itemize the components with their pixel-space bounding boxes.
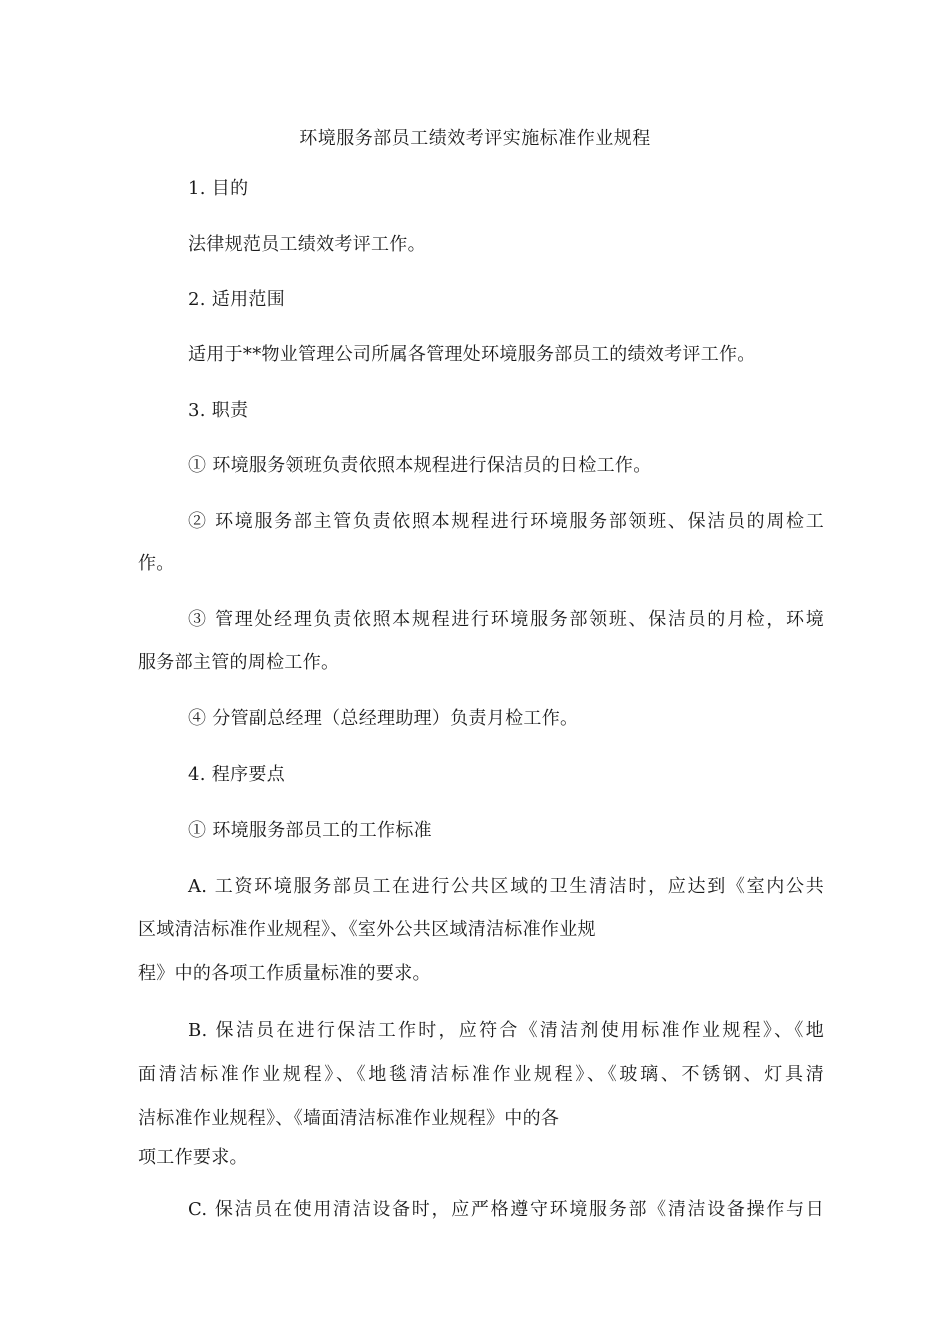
procedure-item-b-line-2: 面清洁标准作业规程》、《地毯清洁标准作业规程》、《玻璃、不锈钢、灯具清 xyxy=(138,1064,824,1085)
procedure-subheading-1: ① 环境服务部员工的工作标准 xyxy=(188,820,432,841)
responsibility-item-2-line-1: ② 环境服务部主管负责依照本规程进行环境服务部领班、保洁员的周检工 xyxy=(188,511,824,532)
section-heading-scope: 2. 适用范围 xyxy=(188,289,285,310)
procedure-item-b-line-1: B. 保洁员在进行保洁工作时，应符合《清洁剂使用标准作业规程》、《地 xyxy=(188,1020,824,1041)
responsibility-item-4: ④ 分管副总经理（总经理助理）负责月检工作。 xyxy=(188,708,579,729)
responsibility-item-3-line-2: 服务部主管的周检工作。 xyxy=(138,652,340,673)
procedure-item-b-line-3: 洁标准作业规程》、《墙面清洁标准作业规程》中的各 xyxy=(138,1108,560,1129)
paragraph-purpose: 法律规范员工绩效考评工作。 xyxy=(188,234,426,255)
paragraph-scope: 适用于**物业管理公司所属各管理处环境服务部员工的绩效考评工作。 xyxy=(188,344,756,365)
responsibility-item-2-line-2: 作。 xyxy=(138,553,175,574)
procedure-item-a-line-2: 区域清洁标准作业规程》、《室外公共区域清洁标准作业规 xyxy=(138,919,596,940)
responsibility-item-1: ① 环境服务领班负责依照本规程进行保洁员的日检工作。 xyxy=(188,455,652,476)
section-heading-procedure: 4. 程序要点 xyxy=(188,764,285,785)
procedure-item-b-line-4: 项工作要求。 xyxy=(138,1147,248,1168)
procedure-item-c-line-1: C. 保洁员在使用清洁设备时，应严格遵守环境服务部《清洁设备操作与日 xyxy=(188,1199,824,1220)
procedure-item-a-line-1: A. 工资环境服务部员工在进行公共区域的卫生清洁时，应达到《室内公共 xyxy=(188,876,824,897)
responsibility-item-3-line-1: ③ 管理处经理负责依照本规程进行环境服务部领班、保洁员的月检，环境 xyxy=(188,609,824,630)
document-title: 环境服务部员工绩效考评实施标准作业规程 xyxy=(299,128,651,149)
procedure-item-a-line-3: 程》中的各项工作质量标准的要求。 xyxy=(138,963,431,984)
section-heading-responsibilities: 3. 职责 xyxy=(188,400,249,421)
section-heading-purpose: 1. 目的 xyxy=(188,178,249,199)
